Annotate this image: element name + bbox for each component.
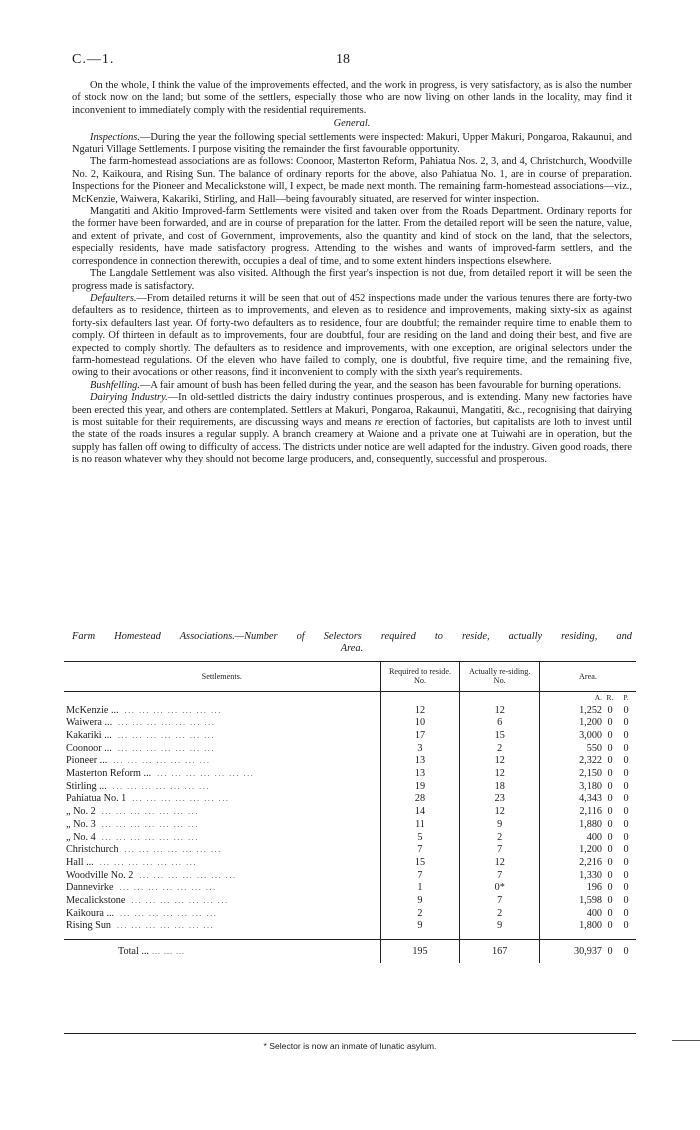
required-cell: 5 (380, 832, 460, 845)
acres-value: 30,937 (573, 945, 602, 957)
area-cell (539, 743, 636, 756)
table-row (64, 755, 636, 768)
settlement-name-cell (64, 882, 380, 895)
acres-value: 1,598 (579, 895, 602, 907)
settlement-name-cell (64, 870, 380, 883)
actual-cell: 12 (460, 705, 540, 718)
paragraph-bushfelling: Bushfelling.—A fair amount of bush has been felled during the year, and the season has been favourable for burning operations. (90, 379, 622, 391)
actual-cell: 23 (460, 793, 540, 806)
acres-value: 1,880 (579, 818, 602, 830)
area-cell (539, 781, 636, 794)
settlement-name: „ No. 4 (66, 831, 96, 843)
table-row (64, 882, 636, 895)
perches-value: 0 (623, 844, 629, 856)
settlement-name-cell (64, 793, 380, 806)
required-cell: 17 (380, 730, 460, 743)
actual-cell: 18 (460, 781, 540, 794)
settlement-name-cell (64, 755, 380, 768)
perches-value: 0 (623, 755, 629, 767)
settlement-name: Pahiatua No. 1 (66, 793, 127, 805)
roods-value: 0 (607, 895, 613, 907)
table-body (64, 691, 636, 963)
acres-value: 2,322 (579, 755, 602, 767)
roods-value: 0 (607, 831, 613, 843)
table-row (64, 920, 636, 933)
roods-value: 0 (607, 768, 613, 780)
area-cell (539, 705, 636, 718)
roods-value: 0 (607, 818, 613, 830)
perches-value: 0 (623, 717, 629, 729)
table-bottom-rule (64, 1033, 636, 1034)
roods-value: 0 (607, 844, 613, 856)
acres-value: 3,180 (579, 780, 602, 792)
column-header-settlements: Settlements. (64, 662, 380, 692)
area-cell (539, 908, 636, 921)
perches-value: 0 (623, 920, 629, 932)
required-cell: 3 (380, 743, 460, 756)
required-cell: 19 (380, 781, 460, 794)
perches-value: 0 (623, 945, 629, 957)
table-row (64, 857, 636, 870)
acres-value: 1,200 (579, 844, 602, 856)
roods-value: 0 (607, 856, 613, 868)
unit-acres: A. (594, 692, 602, 702)
actual-cell: 167 (460, 940, 540, 964)
settlement-name: Kakariki ... (66, 729, 112, 741)
actual-cell: 7 (460, 844, 540, 857)
leader-dots: ... ... ... ... ... ... ... (131, 896, 229, 906)
roods-value: 0 (607, 780, 613, 792)
page-number: 18 (336, 52, 350, 67)
settlement-name: Hall ... (66, 856, 94, 868)
table-caption: Farm Homestead Associations.—Number of Selectors required to reside, actually residing, and Area. (72, 631, 632, 655)
area-cell (539, 819, 636, 832)
leader-dots: ... ... ... ... ... ... ... (117, 743, 216, 753)
area-cell (539, 793, 636, 806)
settlement-name: Dannevirke (66, 882, 114, 894)
settlement-name: Christchurch (66, 844, 119, 856)
table-row (64, 844, 636, 857)
required-cell: 1 (380, 882, 460, 895)
body-text (72, 80, 632, 467)
settlement-name: Woodville No. 2 (66, 869, 134, 881)
acres-value: 400 (586, 831, 602, 843)
unit-roods: R. (606, 692, 614, 702)
area-cell (539, 870, 636, 883)
required-cell: 13 (380, 755, 460, 768)
leader-dots: ... ... ... ... ... ... ... (119, 883, 217, 893)
table-header-row (64, 662, 636, 692)
paragraph-defaulters: Defaulters.—From detailed returns it will be seen that out of 452 inspections made under the various tenures there are forty-two defaulters as to residence, thirteen as to improvements, and eleven as to residence and improvements, making sixty-six as against forty-six defaulters last year. Of forty-two defaulters as to residence, four are doubtful; the remainder require time to enable them to comply. Of thirteen in default as to improvements, four are doubtful, four are residing on the land and doing their best, and five are expected to comply shortly. The defaulters as to residence and improvements, with one exception, are original selectors under the farm-homestead regulations. Of the eleven who have failed to comply, one is doubtful, five require time, and the remaining five, owing to their avocations or other reasons, find it inconvenient to comply with the sixth year's requirements. (72, 292, 632, 379)
perches-value: 0 (623, 856, 629, 868)
paragraph-dairying: Dairying Industry.—In old-settled districts the dairy industry continues prosperous, and is extending. Many new factories have been erected this year, and others are contemplated. Settlers at Makuri, Pongaroa, Rakaunui, Mangatiti, &c., recognising that dairying is most suitable for their requirements, are discussing ways and means re erection of factories, but capitalists are loth to invest until the state of the roads insures a regular supply. A branch creamery at Waione and a private one at Tuiwahi are in operation, but the supply has fallen off owing to difficulty of access. The districts under notice are well adapted for the industry. Given good roads, there is no reason whatever why they should not become large producers, and, consequently, successful and prosperous. (72, 392, 633, 466)
perches-value: 0 (623, 742, 629, 754)
required-cell: 12 (380, 705, 460, 718)
actual-cell: 6 (460, 717, 540, 730)
leader-dots: ... ... ... ... ... ... ... (120, 908, 218, 918)
leader-dots: ... ... ... ... ... ... ... (139, 870, 237, 880)
acres-value: 400 (586, 907, 602, 919)
settlement-name-cell (64, 781, 380, 794)
required-cell: 9 (380, 920, 460, 933)
settlements-table (64, 661, 636, 963)
column-header-required: Required to reside. No. (380, 662, 460, 692)
perches-value: 0 (623, 869, 629, 881)
run-in-heading: Defaulters. (90, 292, 137, 304)
settlement-name-cell (64, 705, 380, 718)
leader-dots: ... ... ... ... ... ... ... (117, 921, 215, 931)
settlement-name-cell (64, 844, 380, 857)
settlement-name-cell (64, 857, 380, 870)
area-cell (539, 857, 636, 870)
settlement-name-cell (64, 908, 380, 921)
settlement-name-cell (64, 819, 380, 832)
table-row (64, 705, 636, 718)
settlement-name: McKenzie ... (66, 704, 119, 716)
table-row (64, 781, 636, 794)
actual-cell: 12 (460, 768, 540, 781)
table-row (64, 768, 636, 781)
perches-value: 0 (623, 895, 629, 907)
area-cell (539, 895, 636, 908)
unit-perches: P. (623, 692, 629, 702)
roods-value: 0 (607, 907, 613, 919)
roods-value: 0 (607, 755, 613, 767)
actual-cell: 2 (460, 832, 540, 845)
table-row (64, 743, 636, 756)
acres-value: 1,252 (579, 704, 602, 716)
margin-rule (672, 1040, 700, 1041)
required-cell: 11 (380, 819, 460, 832)
settlement-name-cell (64, 806, 380, 819)
section-heading-general: General. (333, 118, 371, 130)
acres-value: 2,116 (579, 806, 602, 818)
settlement-name: „ No. 2 (66, 806, 96, 818)
roods-value: 0 (607, 945, 613, 957)
table-row (64, 870, 636, 883)
required-cell: 9 (380, 895, 460, 908)
table-row (64, 793, 636, 806)
perches-value: 0 (623, 831, 629, 843)
roods-value: 0 (607, 793, 613, 805)
area-cell (539, 882, 636, 895)
acres-value: 196 (586, 882, 602, 894)
required-cell: 195 (380, 940, 460, 964)
actual-cell: 12 (460, 857, 540, 870)
footnote: * Selector is now an inmate of lunatic asylum. (263, 1041, 437, 1051)
run-in-heading: Bushfelling. (90, 379, 140, 391)
table-total-row (64, 940, 636, 964)
acres-value: 4,343 (579, 793, 602, 805)
run-in-heading: Dairying Industry. (90, 392, 168, 404)
required-cell: 28 (380, 793, 460, 806)
area-cell (539, 940, 636, 964)
required-cell: 14 (380, 806, 460, 819)
actual-cell: 12 (460, 806, 540, 819)
settlement-name-cell (64, 743, 380, 756)
settlement-name: Pioneer ... (66, 755, 108, 767)
perches-value: 0 (623, 704, 629, 716)
leader-dots: ... ... ... ... ... ... ... (101, 832, 199, 842)
settlement-name: Rising Sun (66, 920, 112, 932)
leader-dots: ... ... ... ... ... ... ... (117, 730, 216, 740)
settlement-name-cell (64, 920, 380, 933)
actual-cell: 15 (460, 730, 540, 743)
perches-value: 0 (623, 818, 629, 830)
column-header-area: Area. (539, 662, 636, 692)
area-cell (539, 832, 636, 845)
table-row (64, 832, 636, 845)
paragraph-summary: On the whole, I think the value of the improvements effected, and the work in progress, is very satisfactory, as is also the number of stock now on the land; but some of the settlers, especially those who are now living on other lands in the locality, may find it inconvenient to immediately comply with the residential requirements. (72, 80, 632, 116)
actual-cell: 9 (460, 819, 540, 832)
settlement-name-cell (64, 768, 380, 781)
leader-dots: ... ... ... ... ... ... ... (99, 857, 197, 867)
settlement-name: Kaikoura ... (66, 907, 115, 919)
roods-value: 0 (607, 882, 613, 894)
settlement-name-cell (64, 895, 380, 908)
area-cell (539, 806, 636, 819)
roods-value: 0 (607, 704, 613, 716)
leader-dots: ... ... ... ... ... ... ... (132, 794, 230, 804)
actual-cell: 12 (460, 755, 540, 768)
roods-value: 0 (607, 869, 613, 881)
actual-cell: 2 (460, 908, 540, 921)
actual-cell: 0* (460, 882, 540, 895)
roods-value: 0 (607, 717, 613, 729)
acres-value: 2,150 (579, 768, 602, 780)
perches-value: 0 (623, 882, 629, 894)
area-cell (539, 717, 636, 730)
actual-cell: 9 (460, 920, 540, 933)
actual-cell: 7 (460, 895, 540, 908)
table-row (64, 806, 636, 819)
required-cell: 2 (380, 908, 460, 921)
paragraph-improved-farm: Mangatiti and Akitio Improved-farm Settlements were visited and taken over from the Roads Department. Ordinary reports for the former have been forwarded, and are in course of preparation for the latter. From the detailed report will be seen the nature, value, and extent of private, and cost of Government, improvements, also the quantity and kind of stock on the land, that the selectors, especially residents, have made satisfactory progress. Attending to the wishes and wants of improved-farm settlers, and the correspondence in connection therewith, occupies a deal of time, and to some extent hinders inspections elsewhere. (72, 206, 632, 267)
leader-dots: ... ... ... ... ... ... ... (113, 756, 211, 766)
required-cell: 10 (380, 717, 460, 730)
settlement-name: Stirling ... (66, 780, 107, 792)
acres-value: 550 (586, 742, 602, 754)
perches-value: 0 (623, 729, 629, 741)
settlement-name-cell (64, 717, 380, 730)
paragraph-inspections: Inspections.—During the year the following special settlements were inspected: Makuri, Upper Makuri, Pongaroa, Rakaunui, and Ngaturi Village Settlements. I purpose visiting the remainder the first favourable opportunity. (72, 131, 632, 156)
leader-dots: ... ... ... ... ... ... ... (101, 819, 199, 829)
leader-dots: ... ... ... ... ... ... ... (112, 781, 210, 791)
leader-dots: ... ... ... ... ... ... ... (101, 807, 199, 817)
area-cell (539, 730, 636, 743)
column-header-actual: Actually re-siding. No. (460, 662, 540, 692)
leader-dots: ... ... ... ... ... ... ... (124, 705, 222, 715)
leader-dots: ... ... ... (148, 946, 185, 956)
roods-value: 0 (607, 920, 613, 932)
required-cell: 7 (380, 844, 460, 857)
table-row (64, 908, 636, 921)
required-cell: 13 (380, 768, 460, 781)
acres-value: 1,330 (579, 869, 602, 881)
paragraph-farm-homestead: The farm-homestead associations are as follows: Coonoor, Masterton Reform, Pahiatua Nos. 2, 3, and 4, Christchurch, Woodville No. 2, Kaikoura, and Rising Sun. The balance of ordinary reports for the above, also Pahiatua No. 1, are in course of preparation. Inspections for the Pioneer and Mecalickstone will, I expect, be made next month. The remaining farm-homestead associations—viz., McKenzie, Waiwera, Kakariki, Stirling, and Hall—being favourably situated, are reserved for winter inspection. (72, 156, 632, 205)
area-cell (539, 844, 636, 857)
roods-value: 0 (607, 806, 613, 818)
perches-value: 0 (623, 780, 629, 792)
required-cell: 7 (380, 870, 460, 883)
settlement-name: Mecalickstone (66, 895, 126, 907)
table-row (64, 717, 636, 730)
leader-dots: ... ... ... ... ... ... ... (157, 769, 255, 779)
total-label: Total ... (118, 945, 149, 957)
settlement-name-cell (64, 730, 380, 743)
acres-value: 2,216 (579, 856, 602, 868)
acres-value: 1,200 (579, 717, 602, 729)
leader-dots: ... ... ... ... ... ... ... (118, 718, 216, 728)
table-row (64, 819, 636, 832)
settlement-name-cell (64, 832, 380, 845)
roods-value: 0 (607, 729, 613, 741)
perches-value: 0 (623, 768, 629, 780)
run-in-heading: Inspections. (90, 131, 140, 143)
settlement-name: Masterton Reform ... (66, 768, 152, 780)
perches-value: 0 (623, 806, 629, 818)
perches-value: 0 (623, 907, 629, 919)
actual-cell: 2 (460, 743, 540, 756)
table-row (64, 730, 636, 743)
perches-value: 0 (623, 793, 629, 805)
settlement-name: Coonoor ... (66, 742, 112, 754)
settlement-name: „ No. 3 (66, 818, 96, 830)
area-cell (539, 920, 636, 933)
actual-cell: 7 (460, 870, 540, 883)
area-cell (539, 768, 636, 781)
table-row (64, 895, 636, 908)
report-reference: C.—1. (72, 52, 115, 67)
area-cell (539, 755, 636, 768)
settlement-name: Waiwera ... (66, 717, 113, 729)
acres-value: 3,000 (579, 729, 602, 741)
acres-value: 1,800 (579, 920, 602, 932)
leader-dots: ... ... ... ... ... ... ... (124, 845, 222, 855)
total-label-cell (64, 940, 380, 964)
paragraph-langdale: The Langdale Settlement was also visited. Although the first year's inspection is not due, from detailed report it will be seen the progress made is satisfactory. (72, 268, 632, 292)
units-row (64, 691, 636, 704)
roods-value: 0 (607, 742, 613, 754)
required-cell: 15 (380, 857, 460, 870)
